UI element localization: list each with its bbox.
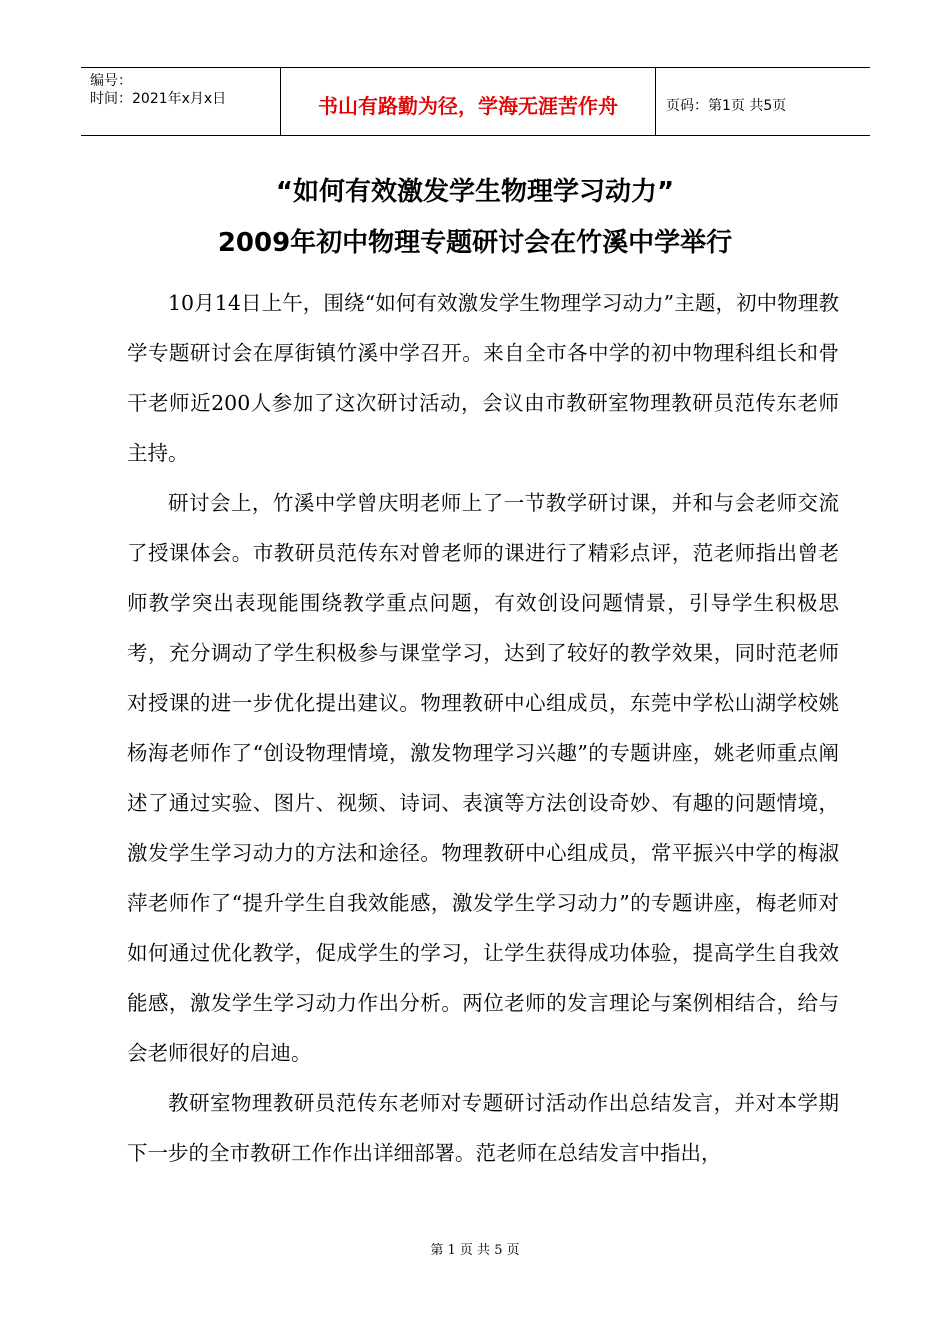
document-body <box>127 278 839 1178</box>
body-paragraph: 教研室物理教研员范传东老师对专题研讨活动作出总结发言，并对本学期下一步的全市教研工作作出详细部署。范老师在总结发言中指出， <box>127 1091 839 1165</box>
body-paragraph: 研讨会上，竹溪中学曾庆明老师上了一节教学研讨课，并和与会老师交流了授课体会。市教研员范传东对曾老师的课进行了精彩点评，范老师指出曾老师教学突出表现能围绕教学重点问题，有效创设问题情景，引导学生积极思考，充分调动了学生积极参与课堂学习，达到了较好的教学效果，同时范老师对授课的进一步优化提出建议。物理教研中心组成员，东莞中学松山湖学校姚杨海老师作了“创设物理情境，激发物理学习兴趣”的专题讲座，姚老师重点阐述了通过实验、图片、视频、诗词、表演等方法创设奇妙、有趣的问题情境，激发学生学习动力的方法和途径。物理教研中心组成员，常平振兴中学的梅淑萍老师作了“提升学生自我效能感，激发学生学习动力”的专题讲座，梅老师对如何通过优化教学，促成学生的学习，让学生获得成功体验，提高学生自我效能感，激发学生学习动力作出分析。两位老师的发言理论与案例相结合，给与会老师很好的启迪。 <box>127 491 839 1065</box>
header-motto: 书山有路勤为径，学海无涯苦作舟 <box>281 68 656 135</box>
header-meta-cell <box>81 68 281 135</box>
page-header <box>81 67 870 136</box>
body-paragraph: 10月14日上午，围绕“如何有效激发学生物理学习动力”主题，初中物理教学专题研讨会在厚街镇竹溪中学召开。来自全市各中学的初中物理科组长和骨干老师近200人参加了这次研讨活动，会议由市教研室物理教研员范传东老师主持。 <box>127 291 839 465</box>
page-footer: 第 1 页 共 5 页 <box>430 1243 520 1258</box>
header-page-info: 页码：第1页 共5页 <box>666 97 787 114</box>
document-number-label: 编号： <box>90 73 132 89</box>
document-title-line-2: 2009年初中物理专题研讨会在竹溪中学举行 <box>217 228 733 258</box>
document-title-line-1: “如何有效激发学生物理学习动力” <box>275 177 675 207</box>
document-date-label: 时间：2021年x月x日 <box>90 91 227 107</box>
